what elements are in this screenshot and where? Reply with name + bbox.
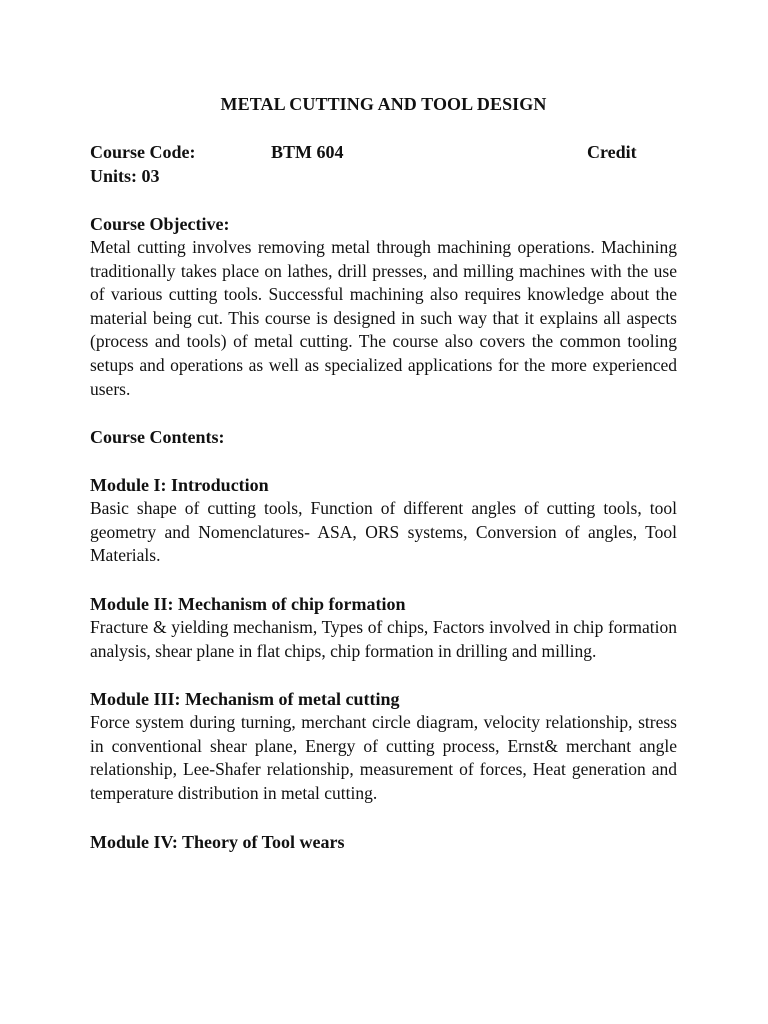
course-code-line <box>90 140 677 164</box>
module-text: Force system during turning, merchant circle diagram, velocity relationship, stress in conventional shear plane, Energy of cutting process, Ernst& merchant angle relationship, Lee-Shafer relationship, measurement of forces, Heat generation and temperature distribution in metal cutting. <box>90 712 677 803</box>
module-text: Basic shape of cutting tools, Function of different angles of cutting tools, tool geometry and Nomenclatures- ASA, ORS systems, Conversion of angles, Tool Materials. <box>90 498 677 566</box>
objective-paragraph: Metal cutting involves removing metal through machining operations. Machining traditionally takes place on lathes, drill presses, and milling machines with the use of various cutting tools. Successful machining also requires knowledge about the material being cut. This course is designed in such way that it explains all aspects (process and tools) of metal cutting. The course also covers the common tooling setups and operations as well as specialized applications for the more experienced users. <box>90 237 677 399</box>
credit-label: Credit <box>587 142 637 162</box>
objective-heading: Course Objective: <box>90 214 230 234</box>
module-heading: Module II: Mechanism of chip formation <box>90 593 406 614</box>
module-heading: Module I: Introduction <box>90 475 269 496</box>
contents-heading: Course Contents: <box>90 427 225 448</box>
course-code-value: BTM 604 <box>271 142 344 162</box>
module-heading: Module IV: Theory of Tool wears <box>90 831 345 852</box>
document-page <box>90 92 677 854</box>
module-text: Fracture & yielding mechanism, Types of chips, Factors involved in chip formation analysis, shear plane in flat chips, chip formation in drilling and milling. <box>90 616 677 661</box>
document-title: METAL CUTTING AND TOOL DESIGN <box>220 94 547 114</box>
module-heading: Module III: Mechanism of metal cutting <box>90 689 400 710</box>
credit-units-line: Units: 03 <box>90 166 160 186</box>
course-code-label: Course Code: <box>90 142 196 162</box>
